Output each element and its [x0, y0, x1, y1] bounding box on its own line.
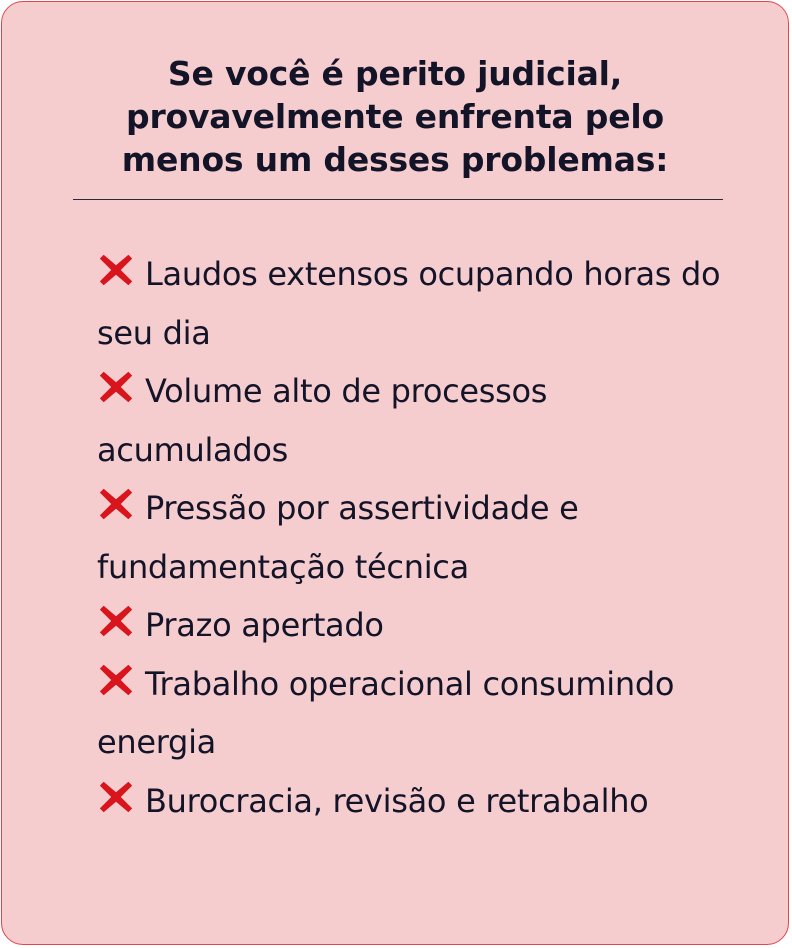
cross-mark-icon — [97, 778, 135, 816]
headline: Se você é perito judicial, provavelmente enfrenta pelo menos um desses problemas: — [121, 54, 669, 179]
problem-item — [97, 362, 737, 479]
problem-item — [97, 479, 737, 596]
problem-text: Pressão por assertividade e fundamentação técnica — [97, 489, 579, 586]
problem-item — [97, 772, 737, 831]
problems-card — [1, 1, 789, 945]
problem-text: Burocracia, revisão e retrabalho — [145, 781, 649, 820]
cross-mark-icon — [97, 602, 135, 640]
problem-text: Prazo apertado — [145, 606, 384, 644]
problem-item — [97, 655, 737, 772]
cross-mark-icon — [97, 251, 135, 289]
problem-text: Laudos extensos ocupando horas do seu dia — [97, 255, 721, 352]
problem-text: Volume alto de processos acumulados — [97, 372, 548, 469]
problem-item — [97, 596, 737, 655]
cross-mark-icon — [97, 661, 135, 699]
cross-mark-icon — [97, 368, 135, 406]
problem-text: Trabalho operacional consumindo energia — [97, 664, 675, 761]
problem-item — [97, 245, 737, 362]
divider — [73, 199, 723, 200]
cross-mark-icon — [97, 485, 135, 523]
problem-list — [97, 245, 737, 830]
